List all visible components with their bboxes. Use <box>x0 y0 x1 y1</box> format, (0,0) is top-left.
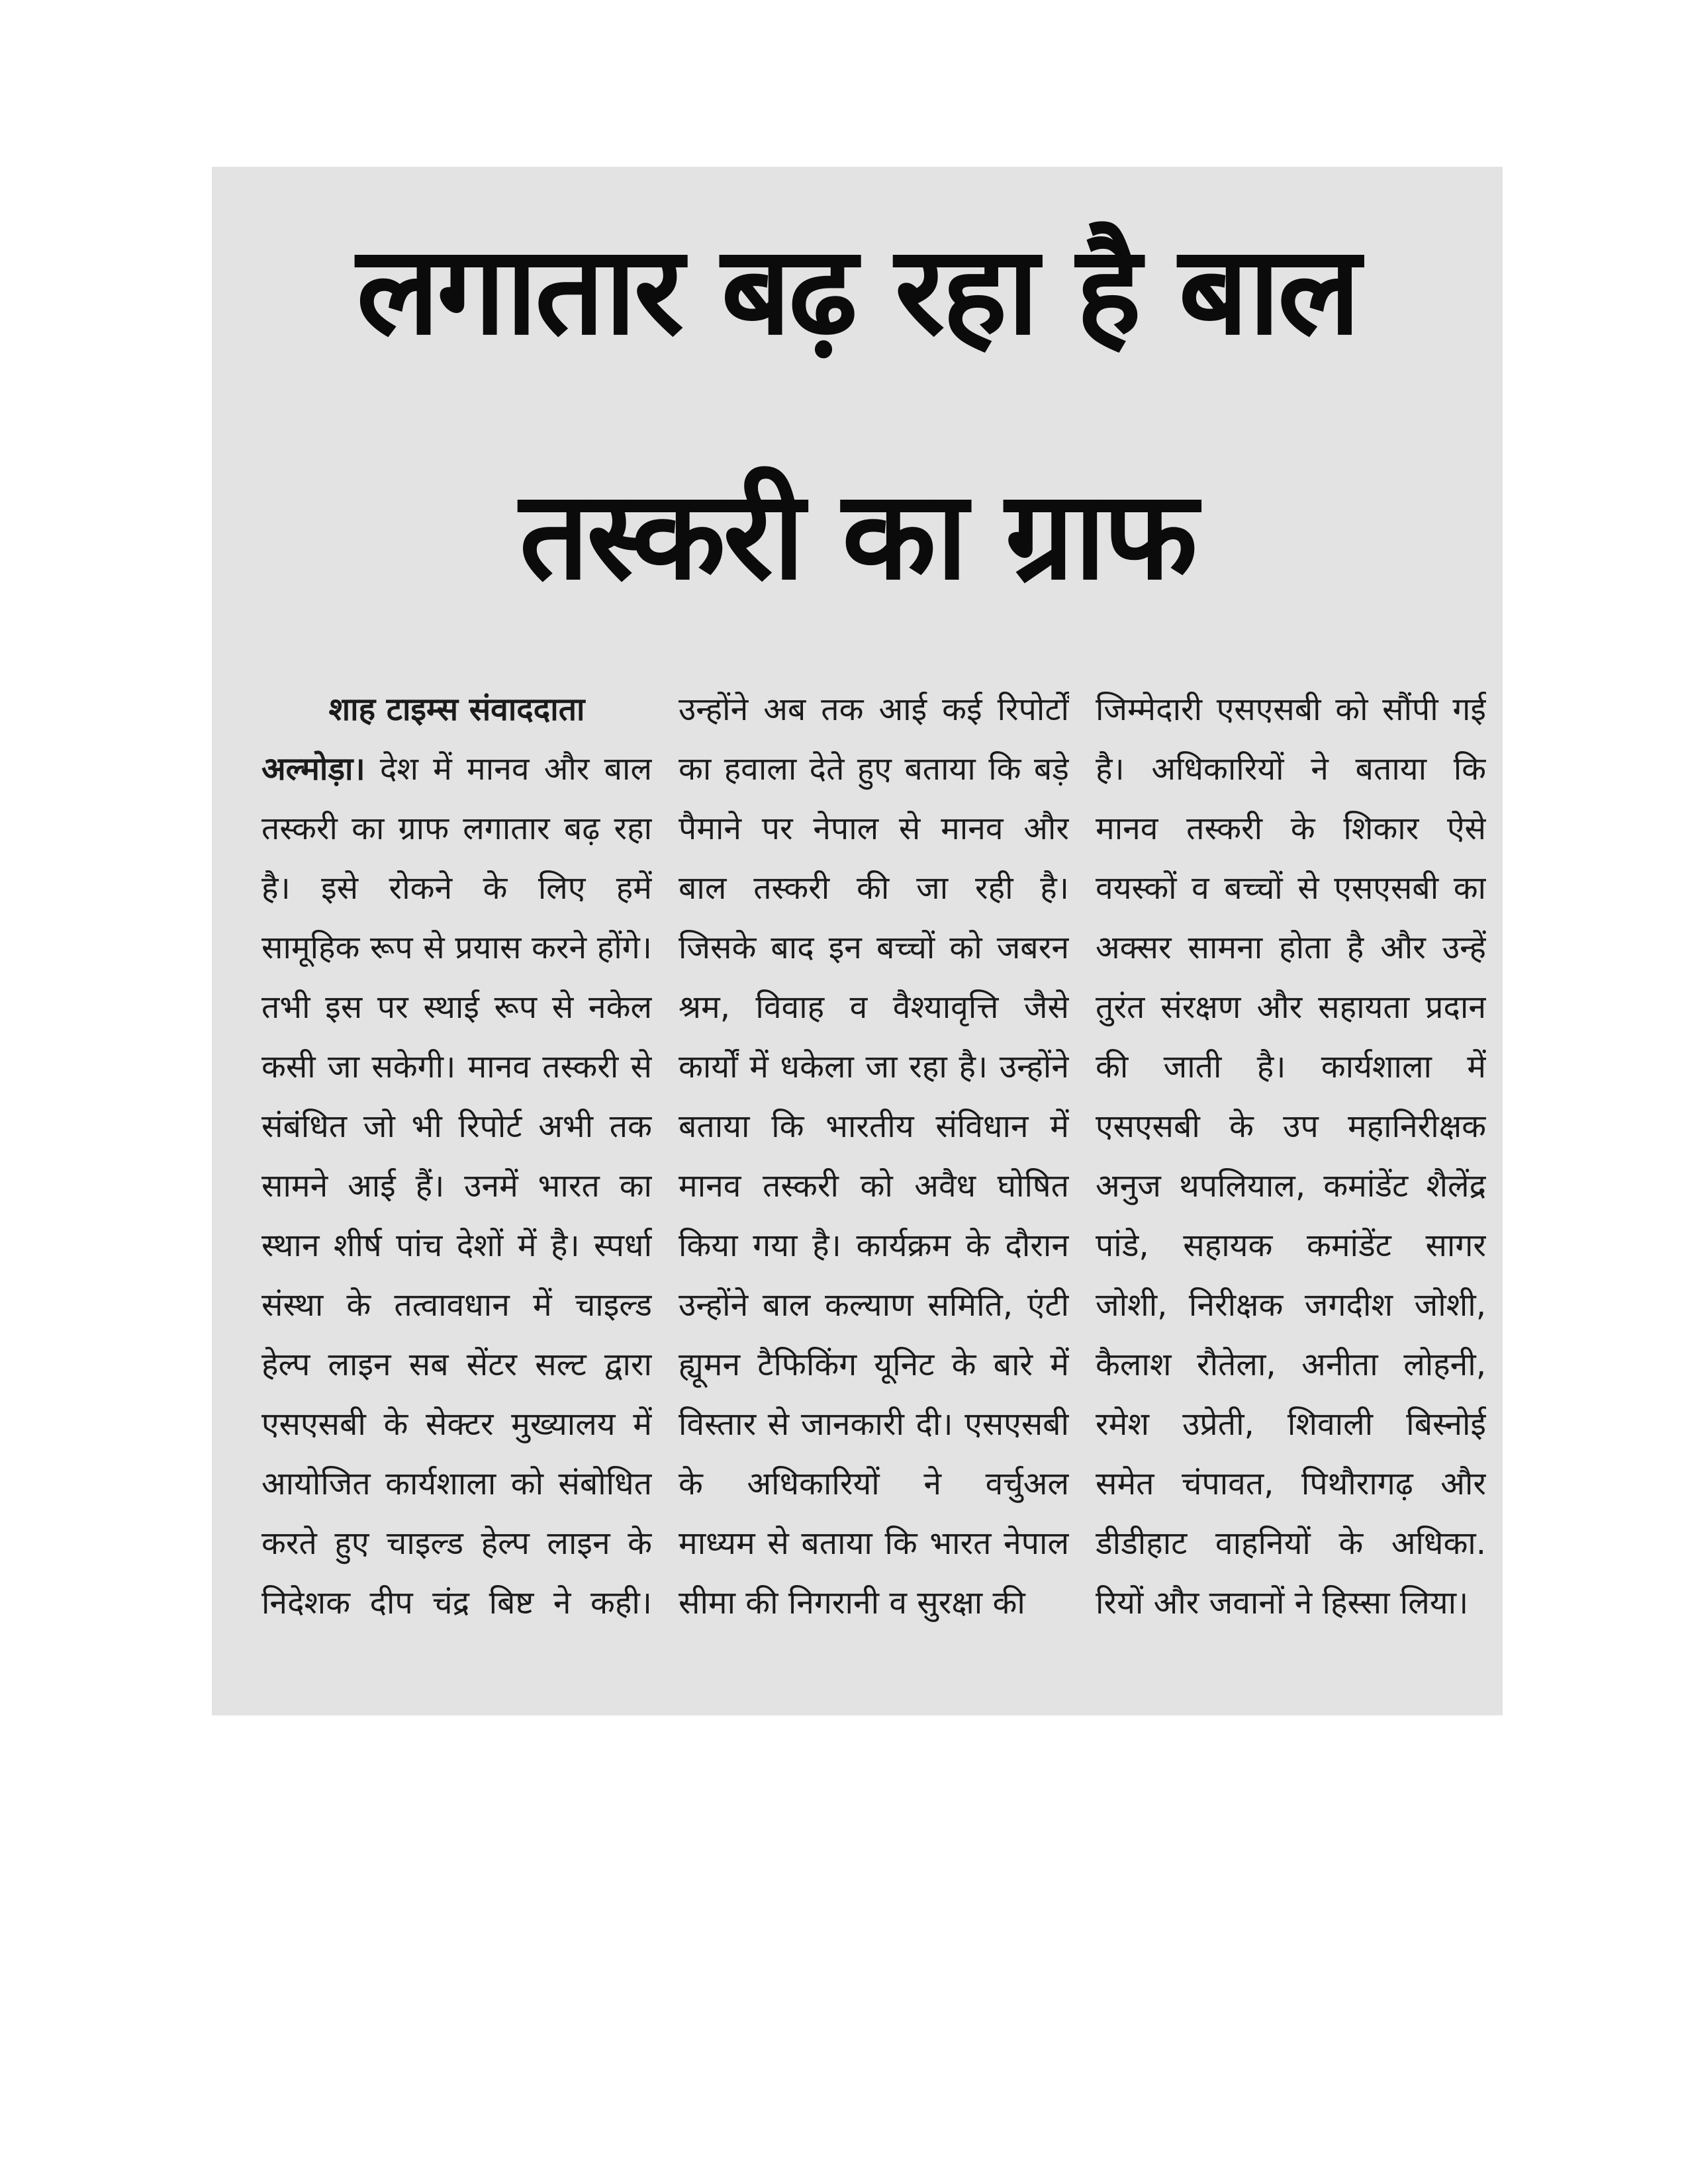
dateline: अल्मोड़ा। <box>261 751 365 788</box>
column-line: ह्यूमन टैफिकिंग यूनिट के बारे में <box>679 1346 1069 1383</box>
column-line: उन्होंने बाल कल्याण समिति, एंटी <box>679 1287 1069 1324</box>
column-line: एसएसबी के उप महानिरीक्षक <box>1096 1108 1486 1145</box>
column-line: विस्तार से जानकारी दी। एसएसबी <box>679 1406 1069 1443</box>
column-line: सामने आई हैं। उनमें भारत का <box>261 1167 652 1205</box>
column-line: जिम्मेदारी एसएसबी को सौंपी गई <box>1096 691 1486 728</box>
column-line: जिसके बाद इन बच्चों को जबरन <box>679 929 1069 966</box>
column-line: किया गया है। कार्यक्रम के दौरान <box>679 1227 1069 1264</box>
column-line: संस्था के तत्वावधान में चाइल्ड <box>261 1287 652 1324</box>
byline: शाह टाइम्स संवाददाता <box>328 691 585 728</box>
column-line: तभी इस पर स्थाई रूप से नकेल <box>261 989 652 1026</box>
column-line: मानव तस्करी के शिकार ऐसे <box>1096 810 1486 847</box>
column-line: निदेशक दीप चंद्र बिष्ट ने कही। <box>261 1584 652 1621</box>
column-line: तस्करी का ग्राफ लगातार बढ़ रहा <box>261 810 652 847</box>
column-line: कसी जा सकेगी। मानव तस्करी से <box>261 1048 652 1085</box>
column-line: अक्सर सामना होता है और उन्हें <box>1096 929 1486 966</box>
column-line-text: देश में मानव और बाल <box>379 751 652 788</box>
column-line: पैमाने पर नेपाल से मानव और <box>679 810 1069 847</box>
column-line <box>261 739 652 799</box>
column-line: माध्यम से बताया कि भारत नेपाल <box>679 1525 1069 1562</box>
column-line: है। इसे रोकने के लिए हमें <box>261 870 652 907</box>
article-column-3 <box>1096 680 1486 1633</box>
newspaper-clipping <box>212 167 1503 1715</box>
column-line: सामूहिक रूप से प्रयास करने होंगे। <box>261 929 652 966</box>
headline-line-1: लगातार बढ़ रहा है बाल <box>356 219 1358 362</box>
column-line: समेत चंपावत, पिथौरागढ़ और <box>1096 1465 1486 1502</box>
column-line: का हवाला देते हुए बताया कि बड़े <box>679 751 1069 788</box>
column-line: कार्यों में धकेला जा रहा है। उन्होंने <box>679 1048 1069 1085</box>
column-line: सीमा की निगरानी व सुरक्षा की <box>679 1584 1025 1621</box>
column-line: डीडीहाट वाहनियों के अधिका. <box>1096 1525 1486 1562</box>
column-line: संबंधित जो भी रिपोर्ट अभी तक <box>261 1108 652 1145</box>
column-line: तुरंत संरक्षण और सहायता प्रदान <box>1096 989 1486 1026</box>
column-line: आयोजित कार्यशाला को संबोधित <box>261 1465 652 1502</box>
column-line: है। अधिकारियों ने बताया कि <box>1096 751 1486 788</box>
column-line: बताया कि भारतीय संविधान में <box>679 1108 1069 1145</box>
article-column-2 <box>679 680 1069 1633</box>
column-line: पांडे, सहायक कमांडेंट सागर <box>1096 1227 1486 1264</box>
column-line: हेल्प लाइन सब सेंटर सल्ट द्वारा <box>261 1346 652 1383</box>
column-line: रमेश उप्रेती, शिवाली बिस्नोई <box>1096 1406 1486 1443</box>
column-line: स्थान शीर्ष पांच देशों में है। स्पर्धा <box>261 1227 652 1264</box>
article-column-1 <box>261 680 652 1633</box>
column-line: करते हुए चाइल्ड हेल्प लाइन के <box>261 1525 652 1562</box>
column-line: कैलाश रौतेला, अनीता लोहनी, <box>1096 1346 1486 1383</box>
column-line: उन्होंने अब तक आई कई रिपोर्टों <box>679 691 1069 728</box>
column-line: जोशी, निरीक्षक जगदीश जोशी, <box>1096 1287 1486 1324</box>
column-line: रियों और जवानों ने हिस्सा लिया। <box>1096 1584 1469 1621</box>
column-line: के अधिकारियों ने वर्चुअल <box>679 1465 1069 1502</box>
headline-line-2: तस्करी का ग्राफ <box>519 464 1196 607</box>
column-line: वयस्कों व बच्चों से एसएसबी का <box>1096 870 1486 907</box>
column-line: एसएसबी के सेक्टर मुख्यालय में <box>261 1406 652 1443</box>
column-line: मानव तस्करी को अवैध घोषित <box>679 1167 1069 1205</box>
column-line: अनुज थपलियाल, कमांडेंट शैलेंद्र <box>1096 1167 1486 1205</box>
column-line: की जाती है। कार्यशाला में <box>1096 1048 1486 1085</box>
column-line: बाल तस्करी की जा रही है। <box>679 870 1069 907</box>
column-line: श्रम, विवाह व वैश्यावृत्ति जैसे <box>679 989 1069 1026</box>
